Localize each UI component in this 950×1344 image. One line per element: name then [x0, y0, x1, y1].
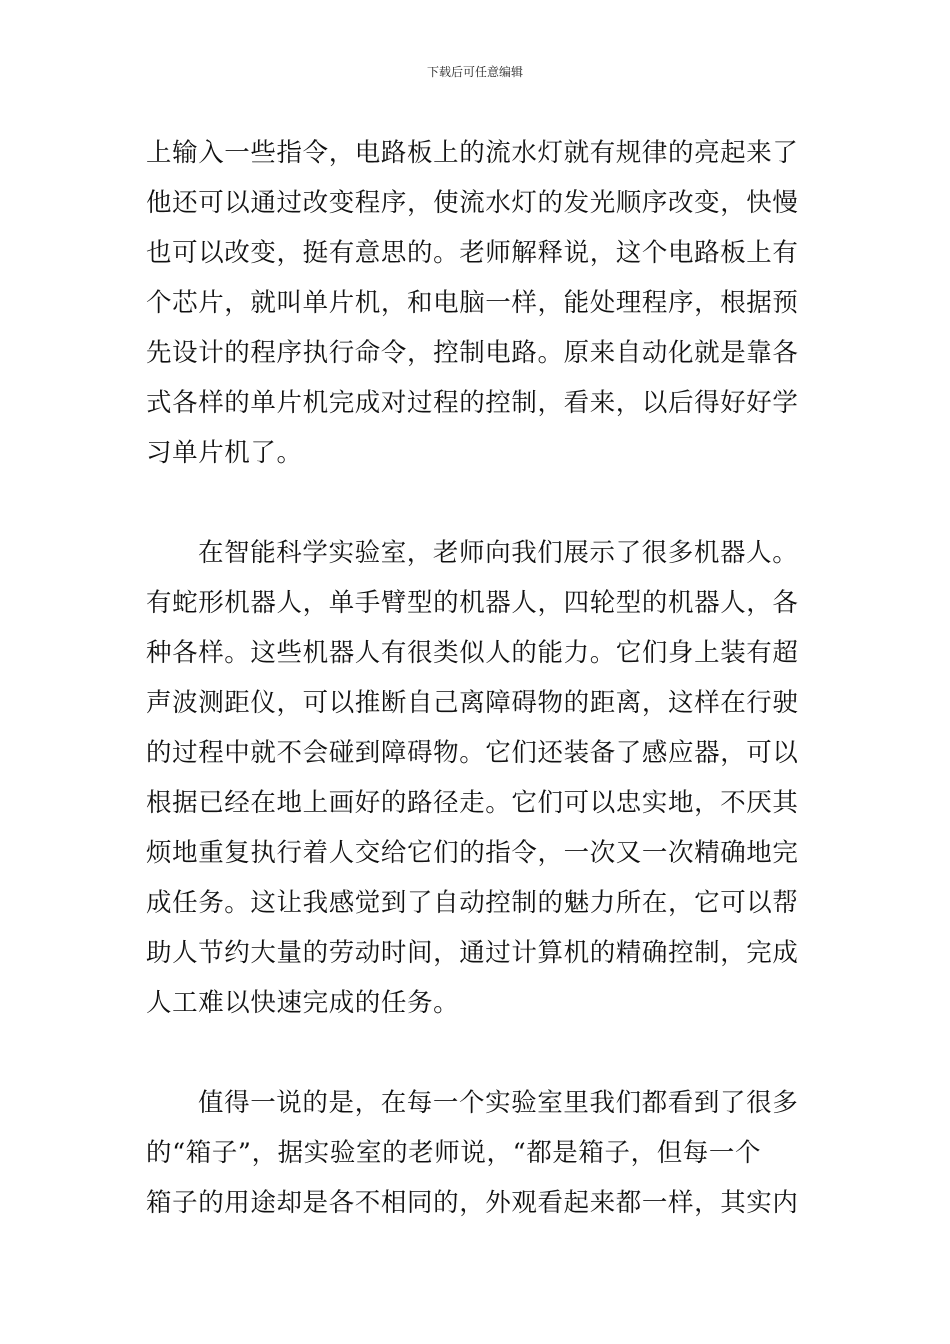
- text-line: 个芯片，就叫单片机，和电脑一样，能处理程序，根据预: [146, 288, 799, 318]
- text-line: 在智能科学实验室，老师向我们展示了很多机器人。: [198, 538, 799, 568]
- text-line: 的“箱子”，据实验室的老师说，“都是箱子，但每一个: [146, 1138, 762, 1168]
- paragraph-gap: [146, 1028, 806, 1078]
- paragraph-2: [146, 528, 806, 1028]
- text-line: 习单片机了。: [146, 438, 303, 468]
- text-line: 助人节约大量的劳动时间，通过计算机的精确控制，完成: [146, 938, 799, 968]
- text-line: 箱子的用途却是各不相同的，外观看起来都一样，其实内: [146, 1188, 799, 1218]
- text-line: 式各样的单片机完成对过程的控制，看来，以后得好好学: [146, 388, 799, 418]
- text-line: 声波测距仪，可以推断自己离障碍物的距离，这样在行驶: [146, 688, 799, 718]
- text-line: 上输入一些指令，电路板上的流水灯就有规律的亮起来了: [146, 138, 799, 168]
- text-line: 值得一说的是，在每一个实验室里我们都看到了很多: [198, 1088, 799, 1118]
- paragraph-gap: [146, 478, 806, 528]
- paragraph-1: [146, 128, 806, 478]
- text-line: 先设计的程序执行命令，控制电路。原来自动化就是靠各: [146, 338, 799, 368]
- text-line: 有蛇形机器人，单手臂型的机器人，四轮型的机器人，各: [146, 588, 799, 618]
- text-line: 种各样。这些机器人有很类似人的能力。它们身上装有超: [146, 638, 799, 668]
- page-header: 下载后可任意编辑: [426, 65, 523, 79]
- text-line: 烦地重复执行着人交给它们的指令，一次又一次精确地完: [146, 838, 799, 868]
- text-line: 他还可以通过改变程序，使流水灯的发光顺序改变，快慢: [146, 188, 799, 218]
- text-line: 的过程中就不会碰到障碍物。它们还装备了感应器，可以: [146, 738, 799, 768]
- text-line: 根据已经在地上画好的路径走。它们可以忠实地，不厌其: [146, 788, 799, 818]
- text-line: 也可以改变，挺有意思的。老师解释说，这个电路板上有: [146, 238, 799, 268]
- paragraph-3: [146, 1078, 806, 1228]
- document-body: [146, 128, 806, 1228]
- text-line: 成任务。这让我感觉到了自动控制的魅力所在，它可以帮: [146, 888, 799, 918]
- text-line: 人工难以快速完成的任务。: [146, 988, 460, 1018]
